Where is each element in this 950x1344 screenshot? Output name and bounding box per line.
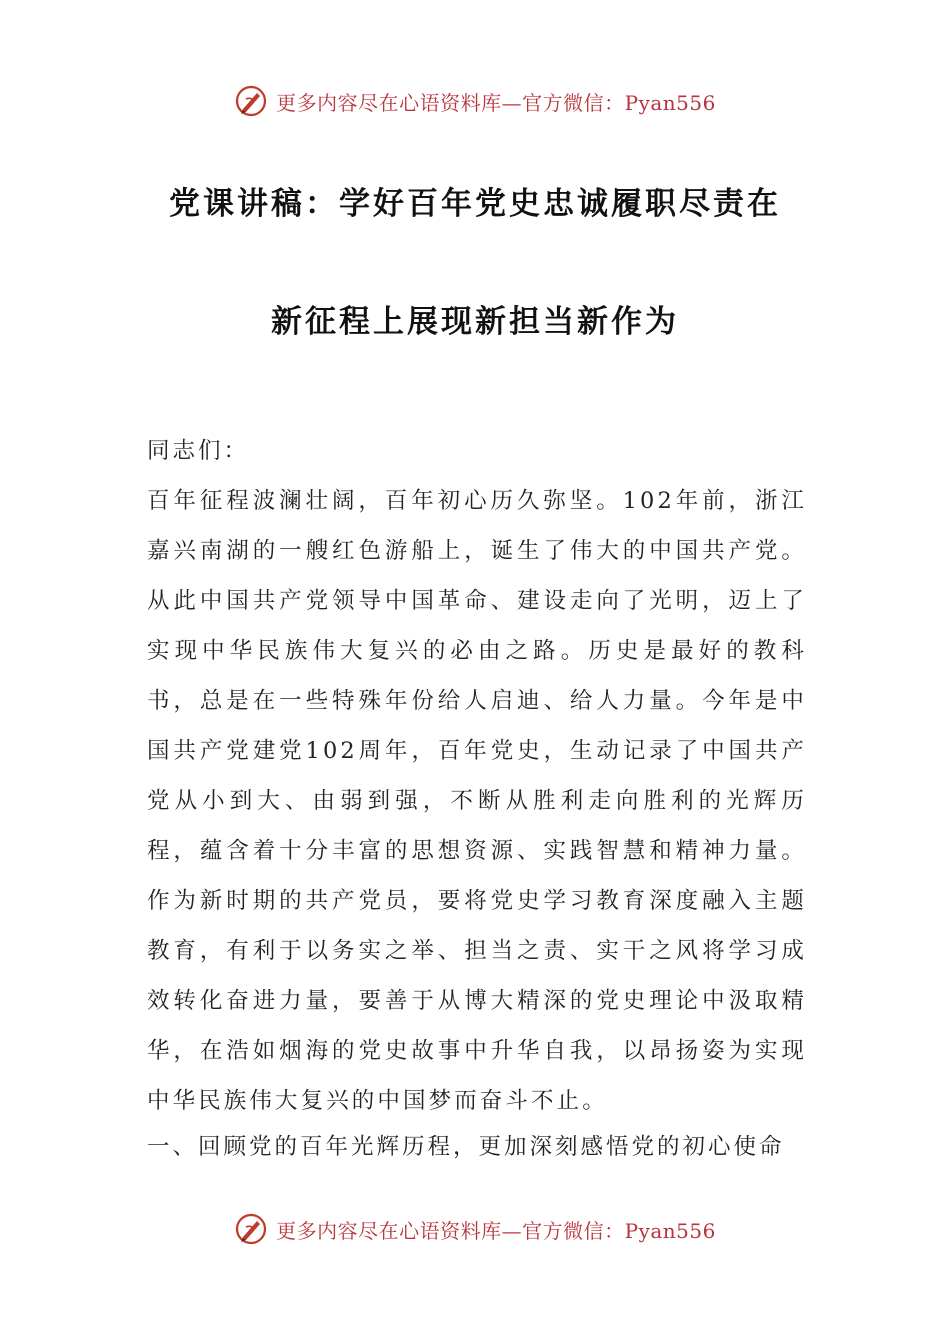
watermark-text: 更多内容尽在心语资料库—官方微信：Pyan556 [276,90,716,115]
footer-watermark-banner [0,1212,950,1246]
pen-logo-icon [234,1212,268,1246]
body-paragraph: 百年征程波澜壮阔，百年初心历久弥坚。102年前，浙江嘉兴南湖的一艘红色游船上，诞生了伟大的中国共产党。从此中国共产党领导中国革命、建设走向了光明，迈上了实现中华民族伟大复兴的必由之路。历史是最好的教科书，总是在一些特殊年份给人启迪、给人力量。今年是中国共产党建党102周年，百年党史，生动记录了中国共产党从小到大、由弱到强，不断从胜利走向胜利的光辉历程，蕴含着十分丰富的思想资源、实践智慧和精神力量。作为新时期的共产党员，要将党史学习教育深度融入主题教育，有利于以务实之举、担当之责、实干之风将学习成效转化奋进力量，要善于从博大精深的党史理论中汲取精华，在浩如烟海的党史故事中升华自我，以昂扬姿为实现中华民族伟大复兴的中国梦而奋斗不止。 [147,488,807,1114]
pen-logo-icon [234,84,268,118]
section-heading-1: 一、回顾党的百年光辉历程，更加深刻感悟党的初心使命 [147,1134,785,1160]
document-title-line-2: 新征程上展现新担当新作为 [271,304,679,340]
document-title-line-1: 党课讲稿：学好百年党史忠诚履职尽责在 [169,186,781,222]
watermark-text: 更多内容尽在心语资料库—官方微信：Pyan556 [276,1218,716,1243]
salutation: 同志们： [147,438,250,464]
header-watermark-banner [0,84,950,118]
